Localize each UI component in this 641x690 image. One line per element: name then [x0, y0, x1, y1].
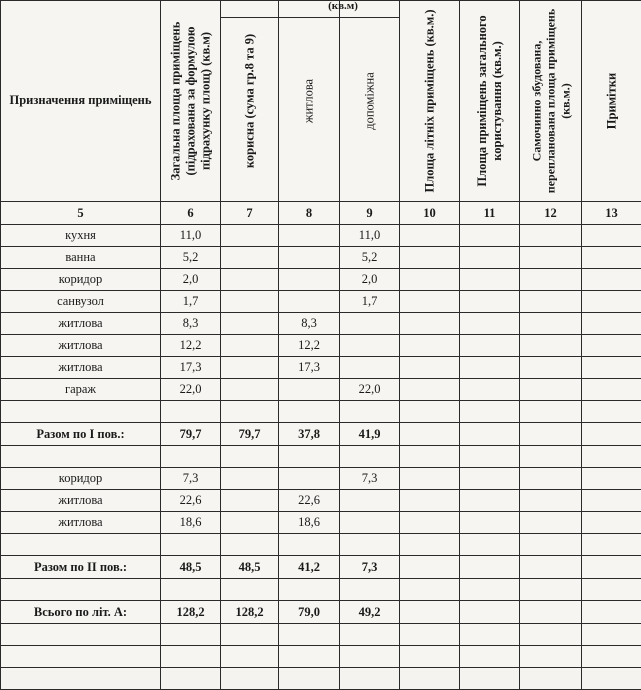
- empty-cell: [582, 357, 641, 379]
- empty-cell: [520, 490, 582, 512]
- empty-cell: [460, 313, 520, 335]
- empty-cell: [400, 269, 460, 291]
- empty-cell: [460, 512, 520, 534]
- header-aux-area-label: допоміжна: [362, 6, 377, 196]
- empty-cell: [460, 423, 520, 446]
- blank-cell: [1, 401, 161, 423]
- column-number: 7: [221, 202, 279, 225]
- blank-cell: [279, 401, 340, 423]
- empty-cell: [400, 313, 460, 335]
- header-total-area-label: Загальна площа приміщень (підрахована за формулою підрахунку площ) (кв.м): [168, 6, 213, 196]
- empty-cell: [400, 335, 460, 357]
- blank-row: [1, 624, 641, 646]
- total-area-value: 79,7: [161, 423, 221, 446]
- empty-cell: [400, 247, 460, 269]
- blank-cell: [520, 534, 582, 556]
- aux-area-value: [340, 335, 400, 357]
- room-name: санвузол: [1, 291, 161, 313]
- aux-area-value: 7,3: [340, 556, 400, 579]
- living-area-value: [279, 468, 340, 490]
- empty-cell: [520, 423, 582, 446]
- aux-area-value: 1,7: [340, 291, 400, 313]
- empty-cell: [520, 335, 582, 357]
- blank-cell: [460, 446, 520, 468]
- total-area-value: 48,5: [161, 556, 221, 579]
- room-row: [1, 291, 641, 313]
- total-area-value: 22,0: [161, 379, 221, 401]
- header-useful-area-label: корисна (сума гр.8 та 9): [242, 6, 257, 196]
- empty-cell: [460, 269, 520, 291]
- living-area-value: 79,0: [279, 601, 340, 624]
- empty-cell: [582, 313, 641, 335]
- blank-cell: [460, 401, 520, 423]
- header-aux-area: [340, 1, 400, 202]
- blank-cell: [1, 668, 161, 690]
- room-row: [1, 490, 641, 512]
- blank-cell: [520, 579, 582, 601]
- useful-area-value: [221, 357, 279, 379]
- aux-area-value: [340, 313, 400, 335]
- room-name: коридор: [1, 468, 161, 490]
- total-area-value: 11,0: [161, 225, 221, 247]
- blank-row: [1, 401, 641, 423]
- empty-cell: [400, 357, 460, 379]
- blank-cell: [460, 624, 520, 646]
- useful-area-value: [221, 490, 279, 512]
- aux-area-value: 41,9: [340, 423, 400, 446]
- room-name: Разом по II пов.:: [1, 556, 161, 579]
- living-area-value: [279, 379, 340, 401]
- blank-cell: [1, 446, 161, 468]
- empty-cell: [582, 423, 641, 446]
- blank-cell: [161, 446, 221, 468]
- aux-area-value: 7,3: [340, 468, 400, 490]
- total-area-value: 1,7: [161, 291, 221, 313]
- blank-cell: [340, 401, 400, 423]
- header-common-area-label: Площа приміщень загального користування (кв.м.): [475, 6, 505, 196]
- useful-area-value: [221, 335, 279, 357]
- aux-area-value: [340, 490, 400, 512]
- useful-area-value: 79,7: [221, 423, 279, 446]
- blank-cell: [221, 624, 279, 646]
- blank-cell: [460, 534, 520, 556]
- column-number: 6: [161, 202, 221, 225]
- empty-cell: [400, 601, 460, 624]
- blank-cell: [582, 624, 641, 646]
- header-useful-area: [221, 1, 279, 202]
- useful-area-value: 128,2: [221, 601, 279, 624]
- useful-area-value: [221, 269, 279, 291]
- empty-cell: [460, 335, 520, 357]
- room-name: житлова: [1, 335, 161, 357]
- header-common-area: [460, 1, 520, 202]
- living-area-value: 41,2: [279, 556, 340, 579]
- empty-cell: [400, 490, 460, 512]
- empty-cell: [520, 247, 582, 269]
- living-area-value: 12,2: [279, 335, 340, 357]
- empty-cell: [520, 291, 582, 313]
- header-living-area-label: житлова: [302, 6, 317, 196]
- header-total-area: [161, 1, 221, 202]
- useful-area-value: [221, 512, 279, 534]
- blank-cell: [1, 624, 161, 646]
- empty-cell: [520, 379, 582, 401]
- empty-cell: [400, 556, 460, 579]
- total-area-value: 17,3: [161, 357, 221, 379]
- blank-cell: [279, 446, 340, 468]
- empty-cell: [460, 225, 520, 247]
- room-name: кухня: [1, 225, 161, 247]
- blank-cell: [520, 624, 582, 646]
- empty-cell: [460, 357, 520, 379]
- blank-cell: [1, 579, 161, 601]
- empty-cell: [520, 512, 582, 534]
- blank-cell: [221, 401, 279, 423]
- total-row: [1, 556, 641, 579]
- blank-cell: [520, 668, 582, 690]
- room-name: Всього по літ. А:: [1, 601, 161, 624]
- living-area-value: 37,8: [279, 423, 340, 446]
- living-area-value: [279, 291, 340, 313]
- blank-row: [1, 646, 641, 668]
- aux-area-value: 22,0: [340, 379, 400, 401]
- total-area-value: 128,2: [161, 601, 221, 624]
- header-purpose: [1, 1, 161, 202]
- blank-cell: [279, 534, 340, 556]
- column-number: 8: [279, 202, 340, 225]
- room-name: Разом по I пов.:: [1, 423, 161, 446]
- blank-cell: [400, 401, 460, 423]
- living-area-value: [279, 225, 340, 247]
- useful-area-value: [221, 291, 279, 313]
- blank-cell: [582, 668, 641, 690]
- blank-cell: [340, 534, 400, 556]
- empty-cell: [520, 313, 582, 335]
- blank-cell: [1, 646, 161, 668]
- useful-area-value: 48,5: [221, 556, 279, 579]
- blank-cell: [161, 668, 221, 690]
- blank-cell: [400, 646, 460, 668]
- room-row: [1, 313, 641, 335]
- subheader-divider: [221, 17, 399, 18]
- empty-cell: [400, 512, 460, 534]
- blank-cell: [161, 646, 221, 668]
- header-notes: [582, 1, 641, 202]
- blank-cell: [340, 668, 400, 690]
- blank-cell: [582, 646, 641, 668]
- total-area-value: 12,2: [161, 335, 221, 357]
- empty-cell: [460, 468, 520, 490]
- room-row: [1, 225, 641, 247]
- blank-cell: [582, 401, 641, 423]
- empty-cell: [460, 291, 520, 313]
- blank-cell: [400, 668, 460, 690]
- empty-cell: [520, 357, 582, 379]
- empty-cell: [460, 379, 520, 401]
- blank-cell: [460, 579, 520, 601]
- blank-cell: [221, 534, 279, 556]
- empty-cell: [582, 601, 641, 624]
- blank-cell: [161, 624, 221, 646]
- header-summer-area-label: Площа літніх приміщень (кв.м.): [422, 6, 437, 196]
- room-name: гараж: [1, 379, 161, 401]
- total-row: [1, 601, 641, 624]
- blank-row: [1, 446, 641, 468]
- room-row: [1, 512, 641, 534]
- blank-row: [1, 534, 641, 556]
- room-name: коридор: [1, 269, 161, 291]
- empty-cell: [582, 225, 641, 247]
- blank-cell: [520, 646, 582, 668]
- empty-cell: [582, 490, 641, 512]
- useful-area-value: [221, 225, 279, 247]
- blank-cell: [400, 534, 460, 556]
- blank-cell: [221, 446, 279, 468]
- blank-cell: [279, 646, 340, 668]
- aux-area-value: 49,2: [340, 601, 400, 624]
- room-name: житлова: [1, 357, 161, 379]
- empty-cell: [582, 556, 641, 579]
- room-row: [1, 269, 641, 291]
- room-name: житлова: [1, 490, 161, 512]
- blank-cell: [221, 579, 279, 601]
- empty-cell: [520, 225, 582, 247]
- blank-cell: [221, 668, 279, 690]
- empty-cell: [400, 379, 460, 401]
- empty-cell: [582, 335, 641, 357]
- empty-cell: [520, 269, 582, 291]
- blank-cell: [582, 534, 641, 556]
- empty-cell: [520, 556, 582, 579]
- header-row: [1, 1, 641, 202]
- empty-cell: [582, 291, 641, 313]
- header-unauthorized-area-label: Самочинно збудована, перепланована площа приміщень (кв.м.): [529, 6, 572, 196]
- blank-row: [1, 668, 641, 690]
- room-row: [1, 379, 641, 401]
- blank-cell: [279, 668, 340, 690]
- blank-cell: [1, 534, 161, 556]
- column-number: 13: [582, 202, 641, 225]
- blank-cell: [460, 646, 520, 668]
- empty-cell: [460, 490, 520, 512]
- header-living-area: [279, 1, 340, 202]
- total-area-value: 7,3: [161, 468, 221, 490]
- blank-cell: [400, 579, 460, 601]
- empty-cell: [582, 512, 641, 534]
- blank-cell: [582, 579, 641, 601]
- blank-cell: [161, 401, 221, 423]
- blank-row: [1, 579, 641, 601]
- total-area-value: 18,6: [161, 512, 221, 534]
- blank-cell: [340, 579, 400, 601]
- empty-cell: [400, 423, 460, 446]
- useful-area-value: [221, 247, 279, 269]
- column-number: 12: [520, 202, 582, 225]
- column-number: 10: [400, 202, 460, 225]
- empty-cell: [582, 247, 641, 269]
- blank-cell: [520, 446, 582, 468]
- living-area-value: 8,3: [279, 313, 340, 335]
- room-row: [1, 335, 641, 357]
- empty-cell: [400, 291, 460, 313]
- column-number: 9: [340, 202, 400, 225]
- header-notes-label: Примітки: [604, 6, 619, 196]
- empty-cell: [582, 468, 641, 490]
- blank-cell: [221, 646, 279, 668]
- blank-cell: [520, 401, 582, 423]
- room-name: житлова: [1, 313, 161, 335]
- column-number: 11: [460, 202, 520, 225]
- total-row: [1, 423, 641, 446]
- total-area-value: 22,6: [161, 490, 221, 512]
- useful-area-value: [221, 468, 279, 490]
- room-name: ванна: [1, 247, 161, 269]
- blank-cell: [400, 446, 460, 468]
- living-area-value: 18,6: [279, 512, 340, 534]
- blank-cell: [161, 534, 221, 556]
- living-area-value: [279, 247, 340, 269]
- living-area-value: 22,6: [279, 490, 340, 512]
- room-name: житлова: [1, 512, 161, 534]
- header-purpose-label: Призначення приміщень: [10, 93, 152, 107]
- empty-cell: [582, 379, 641, 401]
- room-row: [1, 247, 641, 269]
- total-area-value: 5,2: [161, 247, 221, 269]
- blank-cell: [582, 446, 641, 468]
- blank-cell: [340, 646, 400, 668]
- empty-cell: [400, 225, 460, 247]
- blank-cell: [279, 624, 340, 646]
- room-row: [1, 357, 641, 379]
- aux-area-value: 5,2: [340, 247, 400, 269]
- empty-cell: [460, 601, 520, 624]
- empty-cell: [400, 468, 460, 490]
- total-area-value: 2,0: [161, 269, 221, 291]
- aux-area-value: [340, 357, 400, 379]
- header-unauthorized-area: [520, 1, 582, 202]
- blank-cell: [460, 668, 520, 690]
- aux-area-value: 2,0: [340, 269, 400, 291]
- empty-cell: [520, 468, 582, 490]
- empty-cell: [582, 269, 641, 291]
- empty-cell: [460, 556, 520, 579]
- column-number: 5: [1, 202, 161, 225]
- header-summer-area: [400, 1, 460, 202]
- empty-cell: [520, 601, 582, 624]
- empty-cell: [460, 247, 520, 269]
- living-area-value: 17,3: [279, 357, 340, 379]
- blank-cell: [161, 579, 221, 601]
- column-numbers-row: [1, 202, 641, 225]
- aux-area-value: [340, 512, 400, 534]
- units-label: (кв.м): [283, 0, 403, 12]
- blank-cell: [400, 624, 460, 646]
- useful-area-value: [221, 379, 279, 401]
- blank-cell: [279, 579, 340, 601]
- blank-cell: [340, 446, 400, 468]
- useful-area-value: [221, 313, 279, 335]
- aux-area-value: 11,0: [340, 225, 400, 247]
- room-row: [1, 468, 641, 490]
- blank-cell: [340, 624, 400, 646]
- total-area-value: 8,3: [161, 313, 221, 335]
- living-area-value: [279, 269, 340, 291]
